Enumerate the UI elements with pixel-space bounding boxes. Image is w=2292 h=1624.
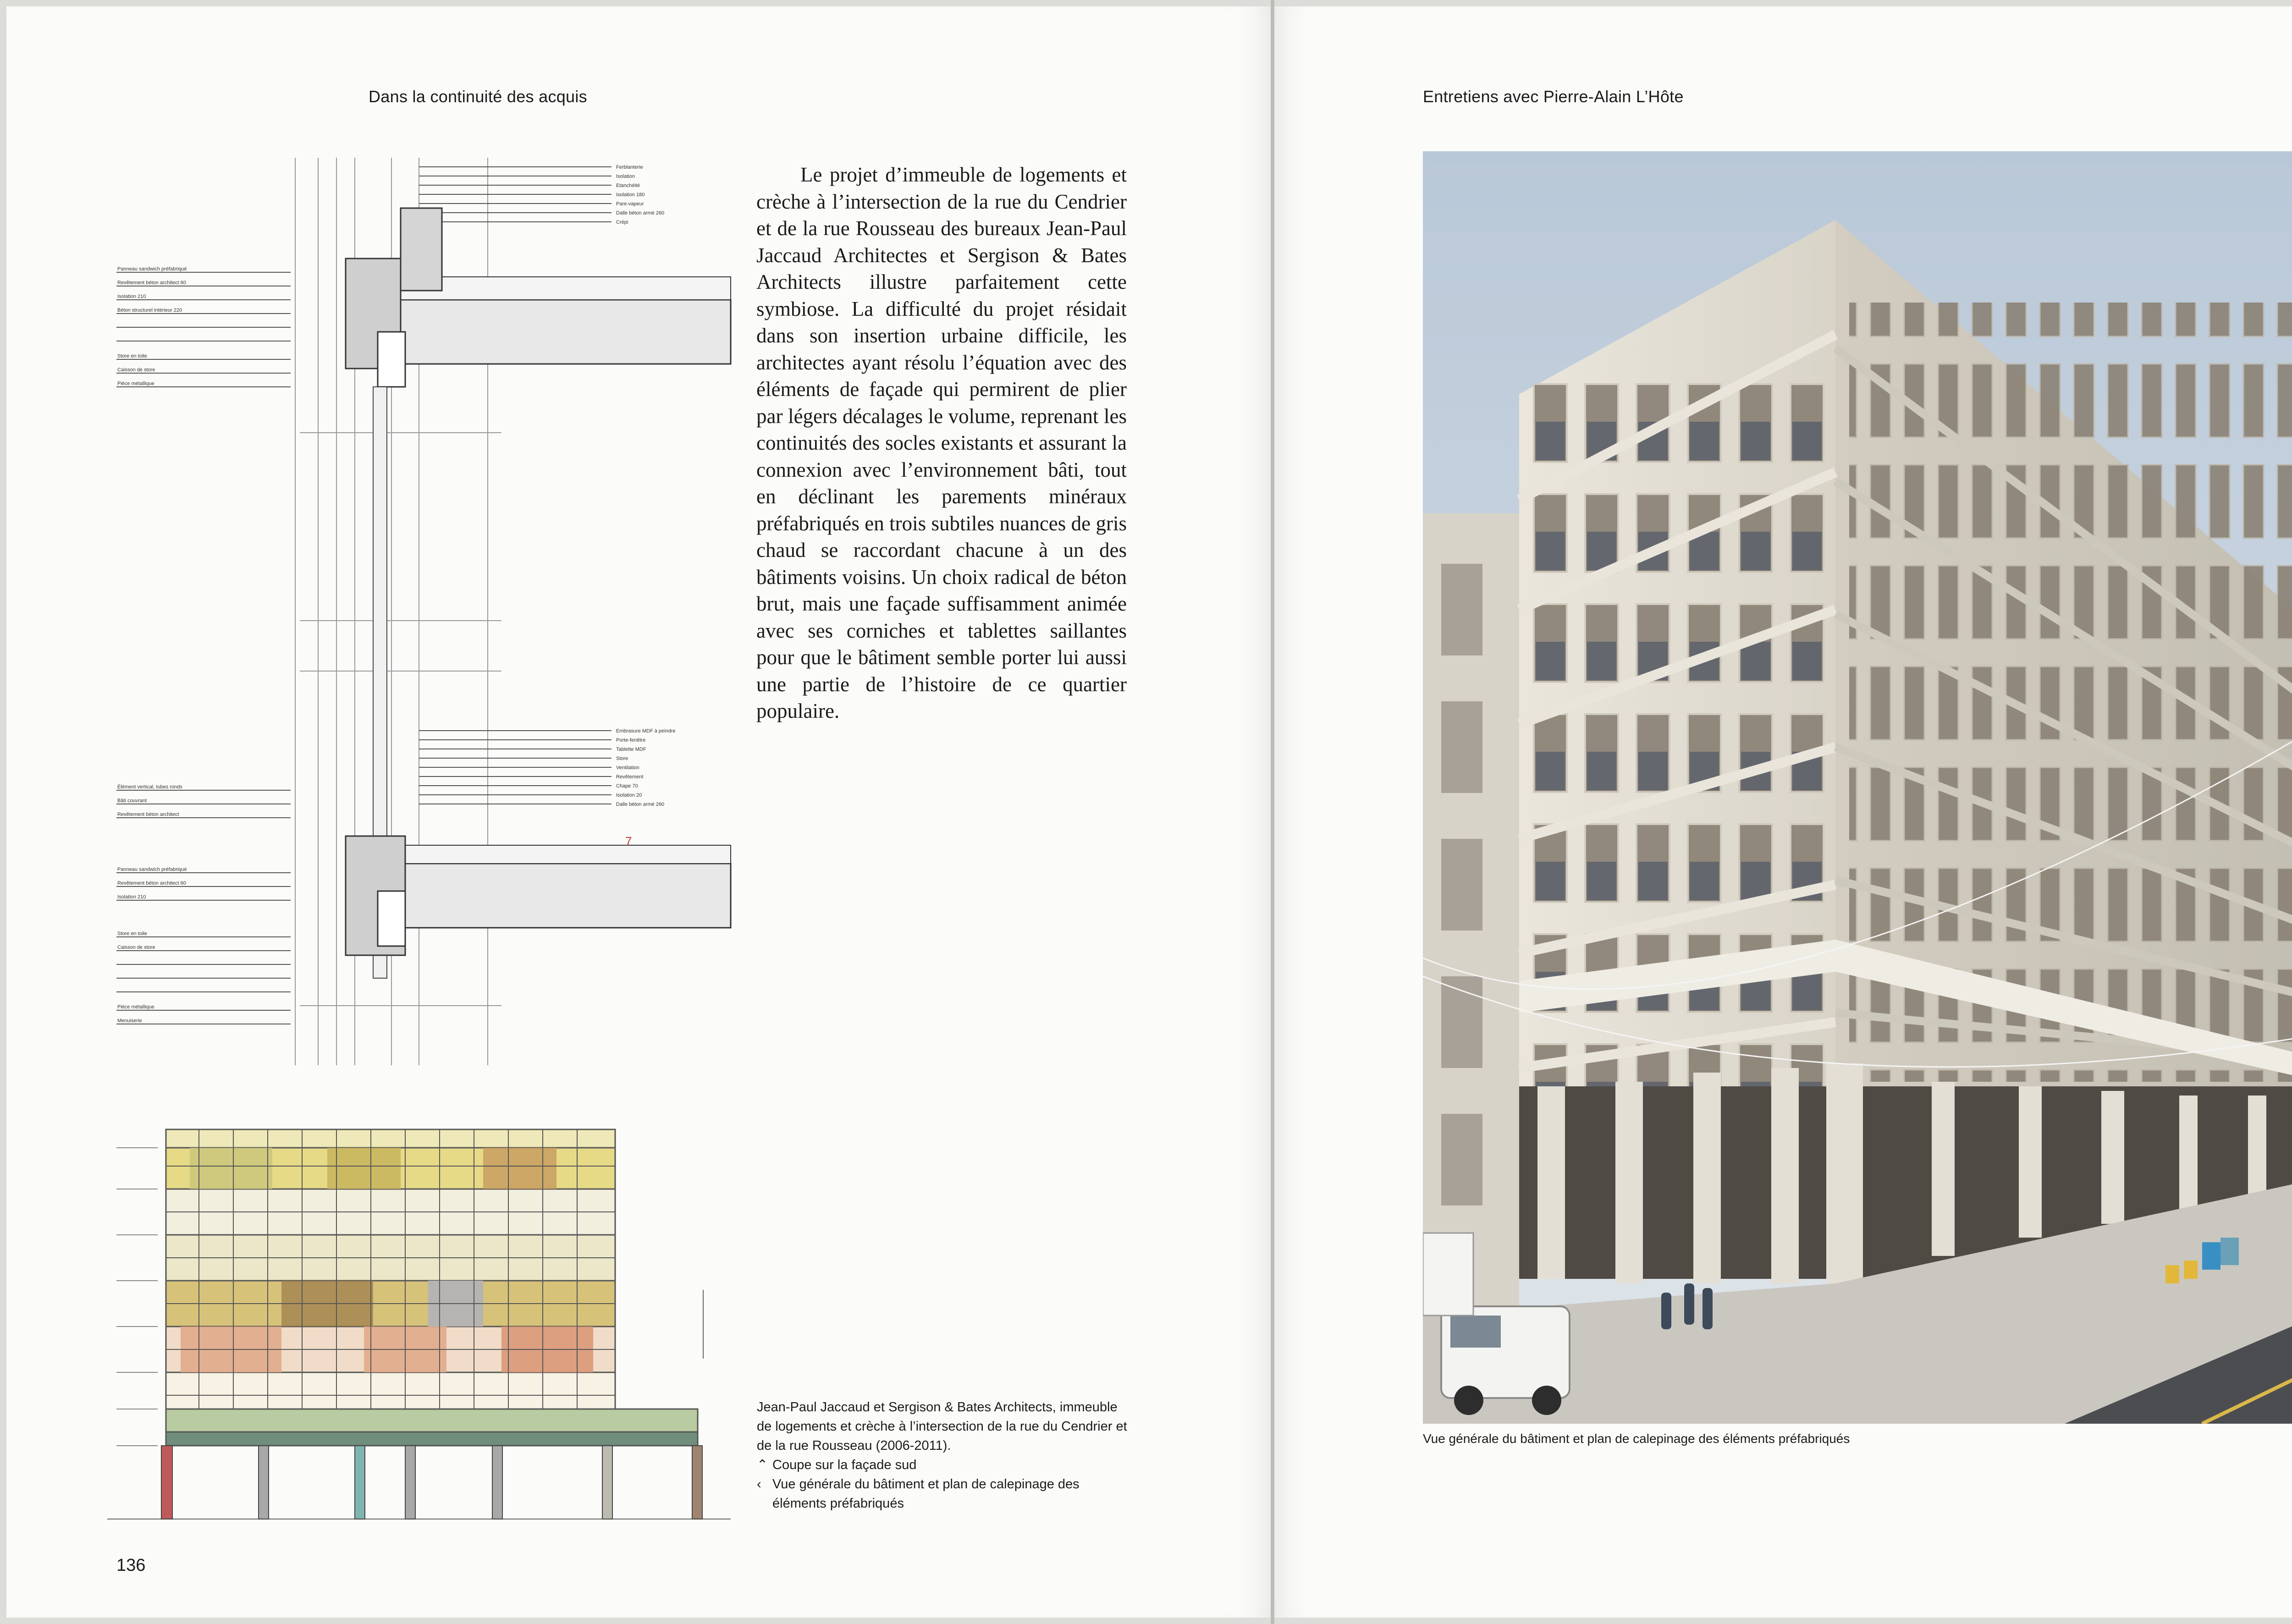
facade-elevation-drawing	[107, 1120, 740, 1524]
drawing-marker: 7	[625, 834, 632, 848]
caption-ref-view	[757, 1475, 1135, 1513]
svg-text:Panneau sandwich préfabriqué: Panneau sandwich préfabriqué	[117, 867, 187, 872]
caption-ref-section	[757, 1455, 1135, 1475]
book-gutter	[1271, 0, 1274, 1624]
svg-text:Store en toile: Store en toile	[117, 353, 147, 359]
svg-text:Isolation 210: Isolation 210	[117, 894, 146, 900]
facade-section-drawing	[98, 158, 744, 1070]
svg-text:Isolation: Isolation	[616, 174, 635, 179]
svg-text:Panneau sandwich préfabriqué: Panneau sandwich préfabriqué	[117, 266, 187, 272]
svg-text:Isolation 210: Isolation 210	[117, 294, 146, 299]
caption-main: Jean-Paul Jaccaud et Sergison & Bates Architects, immeuble de logements et crèche à l’intersection de la rue du Cendrier et de la rue Rousseau (2006-2011).	[757, 1400, 1127, 1453]
svg-text:Dalle béton armé 260: Dalle béton armé 260	[616, 210, 665, 216]
building-photo	[1423, 151, 2292, 1424]
svg-text:Bâti couvrant: Bâti couvrant	[117, 798, 147, 804]
svg-text:Caisson de store: Caisson de store	[117, 367, 155, 373]
svg-text:Menuiserie: Menuiserie	[117, 1018, 142, 1024]
svg-text:Porte-fenêtre: Porte-fenêtre	[616, 738, 646, 743]
caption-ref-view-text: Vue générale du bâtiment et plan de calepinage des éléments préfabriqués	[772, 1477, 1080, 1511]
figure-caption	[757, 1398, 1135, 1513]
caption-ref-section-text: Coupe sur la façade sud	[772, 1458, 917, 1472]
svg-text:Dalle béton armé 260: Dalle béton armé 260	[616, 802, 665, 807]
svg-text:Chape 70: Chape 70	[616, 783, 638, 789]
svg-text:Caisson de store: Caisson de store	[117, 945, 155, 950]
svg-text:Revêtement: Revêtement	[616, 774, 644, 780]
svg-text:Pare-vapeur: Pare-vapeur	[616, 201, 644, 207]
svg-text:Ferblanterie: Ferblanterie	[616, 165, 643, 170]
arrow-up-icon: ⌃	[757, 1458, 768, 1472]
svg-text:Élément vertical, tubes ronds: Élément vertical, tubes ronds	[117, 784, 182, 790]
running-head-right: Entretiens avec Pierre-Alain L’Hôte	[1423, 87, 1684, 106]
svg-text:Pièce métallique: Pièce métallique	[117, 1004, 154, 1010]
svg-text:Béton structurel intérieur 220: Béton structurel intérieur 220	[117, 308, 182, 313]
svg-text:Ventilation: Ventilation	[616, 765, 639, 771]
running-head-left: Dans la continuité des acquis	[369, 87, 587, 106]
svg-text:Tablette MDF: Tablette MDF	[616, 747, 646, 752]
svg-text:Etanchéité: Etanchéité	[616, 183, 640, 188]
svg-text:Revêtement béton architect 60: Revêtement béton architect 60	[117, 280, 186, 286]
body-text: Le projet d’immeuble de logements et crèche à l’intersection de la rue du Cendrier et de la rue Rousseau des bureaux Jean-Paul Jaccaud Architectes et Sergison & Bates Architects illustre parfaitement cette symbiose. La difficulté du projet résidait dans son insertion urbaine difficile, les architectes ayant résolu l’équation avec des éléments de façade qui permirent de plier par légers décalages le volume, reprenant les continuités des socles existants et assurant la connexion avec l’environnement bâti, tout en déclinant les parements minéraux préfabriqués en trois subtiles nuances de gris chaud se raccordant chacune à un des bâtiments voisins. Un choix radical de béton brut, mais une façade suffisamment animée avec ses corniches et tablettes saillantes pour que le bâtiment semble porter lui aussi une partie de l’histoire de ce quartier populaire.	[756, 163, 1127, 722]
arrow-left-icon: ‹	[757, 1477, 761, 1492]
svg-text:Embrasure MDF à peindre: Embrasure MDF à peindre	[616, 728, 676, 734]
svg-text:Isolation 20: Isolation 20	[616, 793, 642, 798]
svg-text:Store en toile: Store en toile	[117, 931, 147, 936]
svg-text:Pièce métallique: Pièce métallique	[117, 381, 154, 386]
svg-text:Revêtement béton architect: Revêtement béton architect	[117, 812, 179, 817]
svg-text:Store: Store	[616, 756, 628, 761]
photo-caption: Vue générale du bâtiment et plan de calepinage des éléments préfabriqués	[1423, 1431, 1850, 1446]
folio-left: 136	[116, 1556, 146, 1575]
svg-text:Revêtement béton architect 60: Revêtement béton architect 60	[117, 881, 186, 886]
svg-text:Crépi: Crépi	[616, 220, 628, 225]
van-illustration	[1441, 1306, 1570, 1415]
svg-text:Isolation 180: Isolation 180	[616, 192, 645, 198]
right-page	[1274, 6, 2292, 1618]
left-page	[6, 6, 1271, 1618]
